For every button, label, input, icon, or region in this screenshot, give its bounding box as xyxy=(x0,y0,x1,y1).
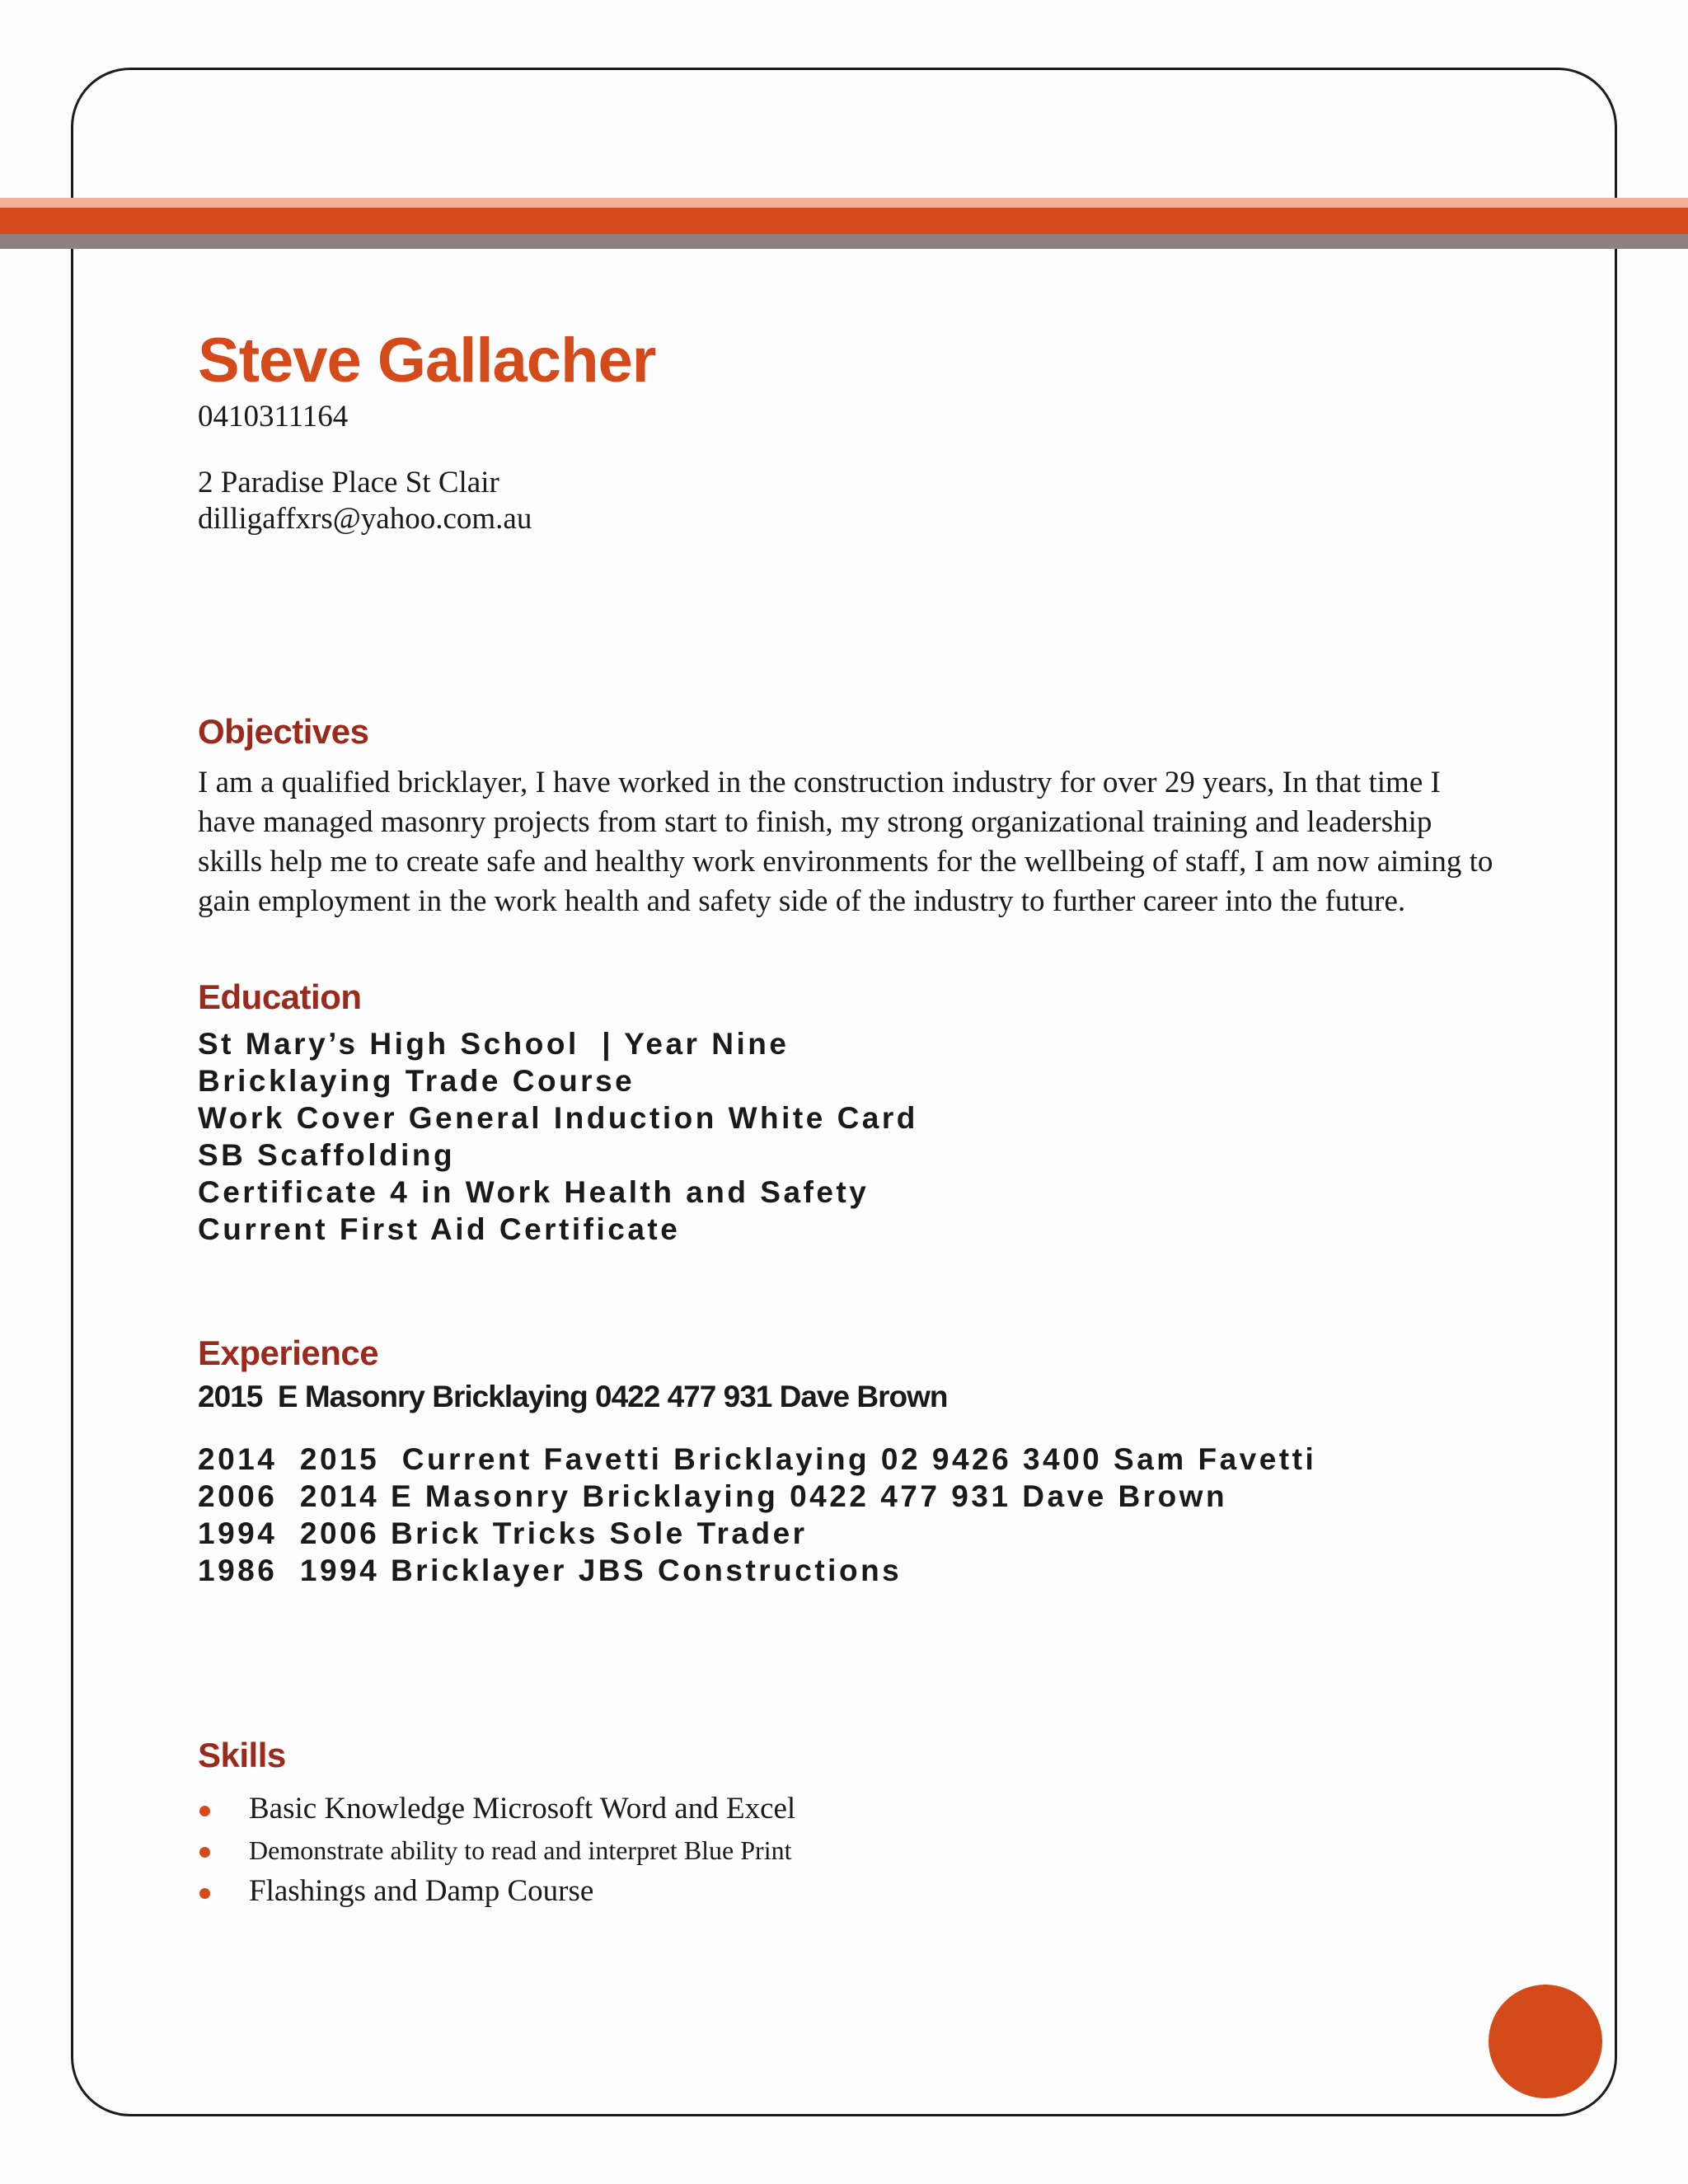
skill-item xyxy=(198,1830,1500,1871)
bullet-icon xyxy=(199,1806,210,1816)
experience-item: 1986 1994 Bricklayer JBS Constructions xyxy=(198,1554,903,1587)
skills-heading: Skills xyxy=(198,1736,286,1774)
skill-label: Flashings and Damp Course xyxy=(249,1874,594,1908)
education-item: SB Scaffolding xyxy=(198,1138,456,1172)
bullet-icon xyxy=(199,1888,210,1899)
education-item: Current First Aid Certificate xyxy=(198,1212,681,1246)
education-heading: Education xyxy=(198,977,362,1016)
resume-content xyxy=(198,323,1500,1912)
header-stripe-light xyxy=(0,198,1688,208)
decorative-circle-icon xyxy=(1489,1985,1602,2098)
header-stripe-accent xyxy=(0,208,1688,234)
postal-address: 2 Paradise Place St Clair xyxy=(198,466,499,499)
experience-heading: Experience xyxy=(198,1333,379,1372)
objectives-heading: Objectives xyxy=(198,712,369,751)
experience-list xyxy=(198,1441,1500,1589)
skill-label: Basic Knowledge Microsoft Word and Excel xyxy=(249,1792,796,1825)
skill-item xyxy=(198,1871,1500,1912)
header-stripe-grey xyxy=(0,234,1688,249)
skill-label: Demonstrate ability to read and interpret Blue Print xyxy=(249,1835,792,1865)
experience-current-role: 2015 E Masonry Bricklaying 0422 477 931 Dave Brown xyxy=(198,1380,948,1413)
bullet-icon xyxy=(199,1847,210,1858)
experience-item: 1994 2006 Brick Tricks Sole Trader xyxy=(198,1516,808,1550)
skill-item xyxy=(198,1788,1500,1830)
applicant-name: Steve Gallacher xyxy=(198,326,656,396)
objectives-text: I am a qualified bricklayer, I have worked in the construction industry for over 29 years, In that time I have managed masonry projects from start to finish, my strong organizational training and leadership skills help me to create safe and healthy work environments for the wellbeing of staff, I am now aiming to gain employment in the work health and safety side of the industry to further career into the future. xyxy=(198,766,1493,918)
education-item: Certificate 4 in Work Health and Safety xyxy=(198,1175,870,1209)
email-address: dilligaffxrs@yahoo.com.au xyxy=(198,502,532,536)
education-item: Bricklaying Trade Course xyxy=(198,1064,635,1098)
education-item: Work Cover General Induction White Card xyxy=(198,1101,918,1135)
experience-item: 2006 2014 E Masonry Bricklaying 0422 477 931 Dave Brown xyxy=(198,1479,1228,1513)
education-list xyxy=(198,1025,1500,1248)
education-item: St Mary’s High School | Year Nine xyxy=(198,1027,790,1061)
skills-list xyxy=(198,1788,1500,1912)
experience-item: 2014 2015 Current Favetti Bricklaying 02 9426 3400 Sam Favetti xyxy=(198,1442,1317,1476)
phone-number: 0410311164 xyxy=(198,400,349,434)
